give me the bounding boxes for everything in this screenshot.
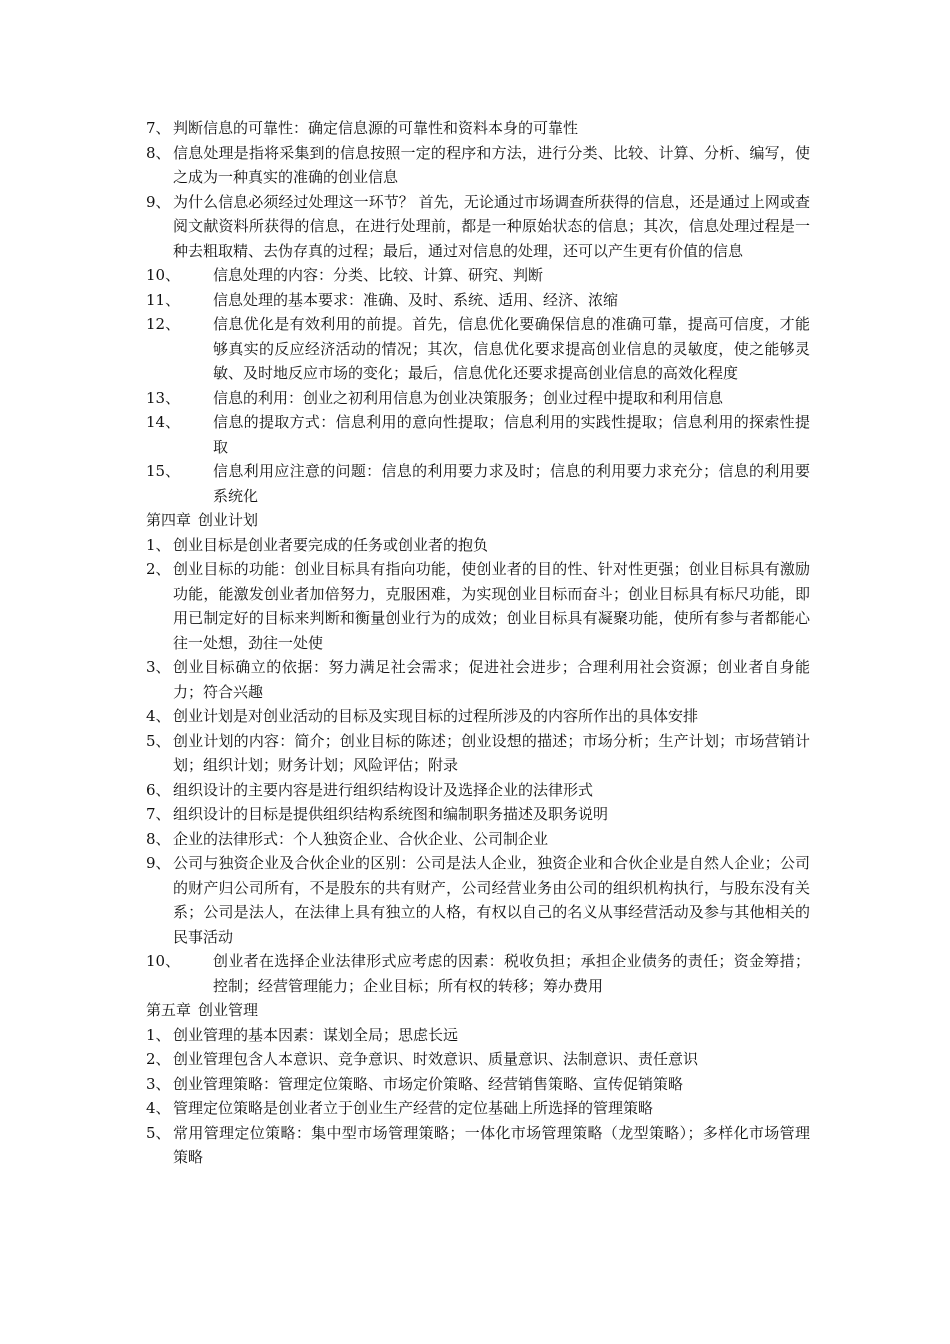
list-item: [146, 949, 810, 998]
list-item: [146, 1096, 810, 1121]
list-item: [146, 1047, 810, 1072]
item-text: 信息的提取方式：信息利用的意向性提取；信息利用的实践性提取；信息利用的探索性提取: [213, 413, 810, 456]
item-number: 12、: [146, 315, 181, 333]
item-text: 创业目标确立的依据：努力满足社会需求；促进社会进步；合理利用社会资源；创业者自身能力；符合兴趣: [173, 658, 810, 701]
list-item: [146, 655, 810, 704]
item-text: 判断信息的可靠性：确定信息源的可靠性和资料本身的可靠性: [173, 119, 579, 137]
chapter-label: 第四章: [146, 511, 192, 529]
item-text: 信息处理的内容：分类、比较、计算、研究、判断: [213, 266, 544, 284]
document-body: [146, 116, 810, 1170]
item-text: 常用管理定位策略：集中型市场管理策略；一体化市场管理策略（龙型策略）；多样化市场管理策略: [173, 1123, 810, 1166]
item-number: 6、: [146, 780, 171, 799]
item-text: 创业目标的功能：创业目标具有指向功能，使创业者的目的性、针对性更强；创业目标具有激励功能，能激发创业者加倍努力，克服困难，为实现创业目标而奋斗；创业目标具有标尺功能，即用已制定好的目标来判断和衡量创业行为的成效；创业目标具有凝聚功能，使所有参与者都能心往一处想，劲往一处使: [173, 560, 810, 652]
item-number: 7、: [146, 119, 171, 137]
list-item: [146, 288, 810, 313]
list-item: [146, 1023, 810, 1048]
list-item: [146, 141, 810, 190]
item-number: 4、: [146, 707, 171, 725]
item-number: 2、: [146, 1050, 171, 1068]
item-number: 9、: [146, 192, 171, 211]
list-item: [146, 557, 810, 655]
item-number: 2、: [146, 560, 171, 578]
item-text: 组织设计的主要内容是进行组织结构设计及选择企业的法律形式: [173, 780, 594, 799]
list-item: [146, 1121, 810, 1170]
chapter-label: 第五章: [146, 1001, 192, 1019]
list-item: [146, 410, 810, 459]
item-number: 3、: [146, 658, 171, 676]
list-item: [146, 1072, 810, 1097]
item-number: 5、: [146, 1123, 171, 1142]
list-item: [146, 116, 810, 141]
chapter-title: 创业计划: [198, 511, 259, 529]
chapter-title: 创业管理: [198, 1001, 259, 1019]
item-text: 公司与独资企业及合伙企业的区别：公司是法人企业，独资企业和合伙企业是自然人企业；公司的财产归公司所有，不是股东的共有财产，公司经营业务由公司的组织机构执行，与股东没有关系；公司是法人，在法律上具有独立的人格，有权以自己的名义从事经营活动及参与其他相关的民事活动: [173, 854, 810, 946]
item-number: 8、: [146, 829, 171, 848]
item-number: 14、: [146, 413, 181, 431]
item-number: 7、: [146, 805, 171, 823]
item-text: 信息的利用：创业之初利用信息为创业决策服务；创业过程中提取和利用信息: [213, 388, 724, 407]
chapter-heading: [146, 998, 810, 1023]
list-item: [146, 729, 810, 778]
list-item: [146, 533, 810, 558]
list-item: [146, 263, 810, 288]
item-text: 为什么信息必须经过处理这一环节？ 首先，无论通过市场调查所获得的信息，还是通过上网或查阅文献资料所获得的信息，在进行处理前，都是一种原始状态的信息；其次，信息处理过程是一种去粗取精、去伪存真的过程；最后，通过对信息的处理，还可以产生更有价值的信息: [173, 192, 810, 260]
item-text: 创业管理包含人本意识、竞争意识、时效意识、质量意识、法制意识、责任意识: [173, 1050, 699, 1068]
list-item: [146, 386, 810, 411]
list-item: [146, 704, 810, 729]
item-number: 5、: [146, 731, 171, 750]
item-text: 创业管理的基本因素：谋划全局；思虑长远: [173, 1025, 459, 1044]
item-text: 管理定位策略是创业者立于创业生产经营的定位基础上所选择的管理策略: [173, 1099, 654, 1117]
item-number: 13、: [146, 388, 181, 407]
list-item: [146, 778, 810, 803]
item-number: 1、: [146, 1025, 171, 1044]
list-item: [146, 827, 810, 852]
item-text: 创业计划是对创业活动的目标及实现目标的过程所涉及的内容所作出的具体安排: [173, 707, 699, 725]
item-text: 信息处理的基本要求：准确、及时、系统、适用、经济、浓缩: [213, 290, 619, 309]
item-text: 信息优化是有效利用的前提。首先，信息优化要确保信息的准确可靠，提高可信度，才能够真实的反应经济活动的情况；其次，信息优化要求提高创业信息的灵敏度，使之能够灵敏、及时地反应市场的变化；最后，信息优化还要求提高创业信息的高效化程度: [213, 315, 810, 382]
list-item: [146, 190, 810, 264]
item-number: 11、: [146, 290, 181, 309]
item-text: 创业者在选择企业法律形式应考虑的因素：税收负担；承担企业债务的责任；资金筹措；控制；经营管理能力；企业目标；所有权的转移；筹办费用: [213, 952, 810, 995]
list-item: [146, 312, 810, 386]
item-text: 信息利用应注意的问题：信息的利用要力求及时；信息的利用要力求充分；信息的利用要系统化: [213, 462, 810, 505]
item-number: 15、: [146, 462, 181, 480]
item-number: 9、: [146, 854, 171, 872]
item-number: 1、: [146, 535, 171, 554]
item-number: 4、: [146, 1099, 171, 1117]
item-number: 3、: [146, 1074, 171, 1093]
item-number: 8、: [146, 143, 171, 162]
list-item: [146, 851, 810, 949]
item-number: 10、: [146, 952, 181, 970]
list-item: [146, 459, 810, 508]
list-item: [146, 802, 810, 827]
item-text: 创业计划的内容：简介；创业目标的陈述；创业设想的描述；市场分析；生产计划；市场营销计划；组织计划；财务计划；风险评估；附录: [173, 731, 810, 774]
chapter-heading: [146, 508, 810, 533]
item-text: 组织设计的目标是提供组织结构系统图和编制职务描述及职务说明: [173, 805, 609, 823]
item-text: 企业的法律形式：个人独资企业、合伙企业、公司制企业: [173, 829, 549, 848]
item-number: 10、: [146, 266, 181, 284]
item-text: 信息处理是指将采集到的信息按照一定的程序和方法，进行分类、比较、计算、分析、编写，使之成为一种真实的准确的创业信息: [173, 143, 810, 186]
item-text: 创业管理策略：管理定位策略、市场定价策略、经营销售策略、宣传促销策略: [173, 1074, 684, 1093]
item-text: 创业目标是创业者要完成的任务或创业者的抱负: [173, 535, 489, 554]
